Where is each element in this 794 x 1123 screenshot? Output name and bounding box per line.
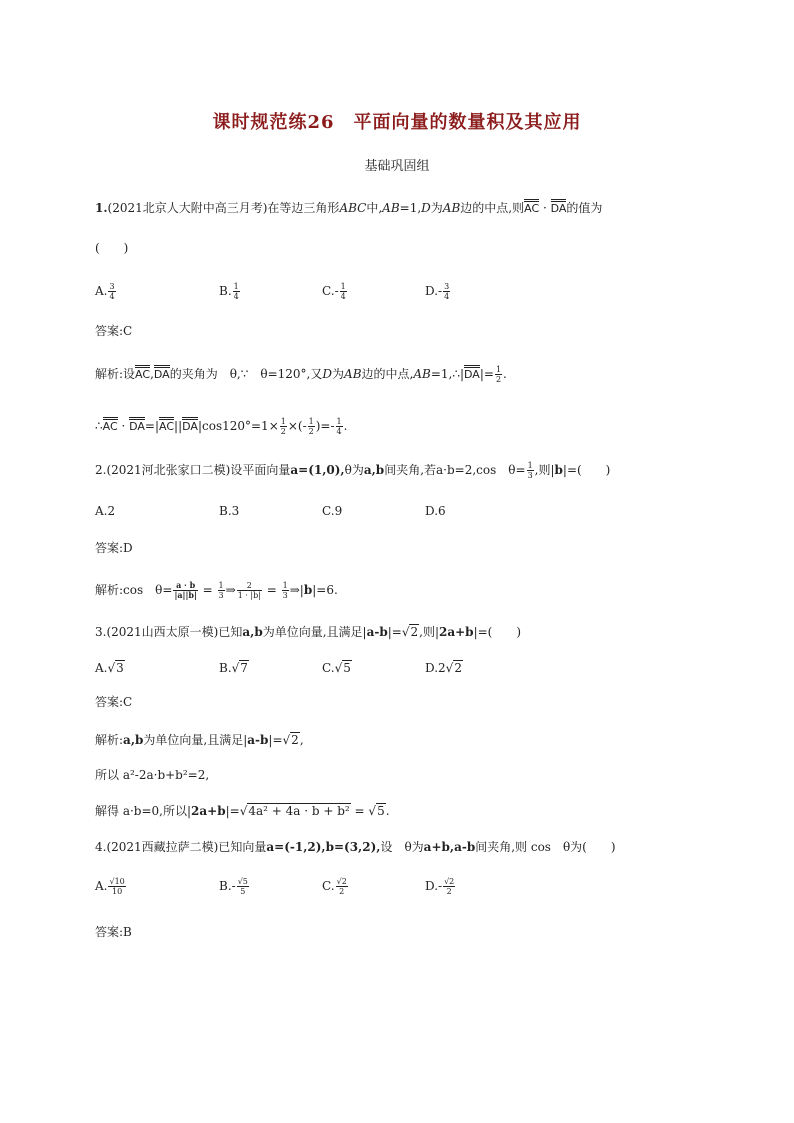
question-3-answer: 答案:C [95,695,133,709]
question-3-solution-line-2: 所以 a²-2a·b+b²=2, [95,768,210,782]
q4-option-a[interactable]: A. $\frac{√10}{10}$ [95,877,125,896]
question-2-options [95,501,695,523]
question-4-options [95,876,695,898]
q4-option-b[interactable]: B.- $\frac{√5}{5}$ [219,877,248,896]
q2-option-d[interactable]: D.6 [425,504,446,518]
question-1-solution-line-2: ∴AC · DA=|AC||DA|cos120°=1× $\frac{1}{2}$ ×(- $\frac{1}{2}$ )=- $\frac{1}{4}$ . [95,417,348,436]
question-3-options [95,658,695,680]
question-1-solution-line-1: 解析:设AC,DA的夹角为 θ,∵ θ=120°,又D为AB边的中点,AB=1,∴|DA|= $\frac{1}{2}$ . [95,365,507,384]
vector-da: DA [551,199,567,215]
question-4-answer: 答案:B [95,925,132,939]
question-1-options [95,281,695,303]
question-2-answer: 答案:D [95,541,133,555]
q2-option-a[interactable]: A.2 [95,504,116,518]
q3-option-a[interactable]: A.√3 [95,661,124,675]
question-1-answer: 答案:C [95,324,133,338]
question-1-stem: 1.(2021北京人大附中高三月考)在等边三角形ABC中,AB=1,D为AB边的中点,则AC · DA的值为 [95,201,603,215]
q3-option-b[interactable]: B.√7 [219,661,248,675]
question-2-solution: 解析:cos θ= $\frac{a \cdot b}{|a||b|}$ = $\frac{1}{3}$ ⇒ $\frac{2}{1 \cdot |b|}$ = $\frac{1}{3}$ ⇒|b|=6. [95,580,338,600]
q1-option-c[interactable]: C.- $\frac{1}{4}$ [322,282,346,301]
q1-option-a[interactable]: A. $\frac{3}{4}$ [95,282,115,301]
page-title: 课时规范练26 平面向量的数量积及其应用 [212,112,582,133]
q1-option-d[interactable]: D.- $\frac{3}{4}$ [425,282,450,301]
question-3-solution-line-1: 解析:a,b为单位向量,且满足|a-b|=√2, [95,733,304,747]
question-3-solution-line-3: 解得 a·b=0,所以|2a+b|=√4a² + 4a · b + b² = √5. [95,804,390,818]
vector-ac: AC [524,199,539,215]
q4-option-c[interactable]: C. $\frac{√2}{2}$ [322,877,347,896]
question-2-stem: 2.(2021河北张家口二模)设平面向量a=(1,0),θ为a,b间夹角,若a·b=2,cos θ= $\frac{1}{3}$ ,则|b|=( ) [95,461,611,480]
question-4-stem: 4.(2021西藏拉萨二模)已知向量a=(-1,2),b=(3,2),设 θ为a+b,a-b间夹角,则 cos θ为( ) [95,840,616,854]
q2-option-c[interactable]: C.9 [322,504,343,518]
question-1-paren: ( ) [95,241,129,255]
q1-option-b[interactable]: B. $\frac{1}{4}$ [219,282,239,301]
q4-option-d[interactable]: D.- $\frac{√2}{2}$ [425,877,455,896]
section-subtitle: 基础巩固组 [364,159,430,174]
question-3-stem: 3.(2021山西太原一模)已知a,b为单位向量,且满足|a-b|=√2,则|2a+b|=( ) [95,625,522,639]
q3-option-d[interactable]: D.2√2 [425,661,462,675]
q2-option-b[interactable]: B.3 [219,504,240,518]
q3-option-c[interactable]: C.√5 [322,661,351,675]
